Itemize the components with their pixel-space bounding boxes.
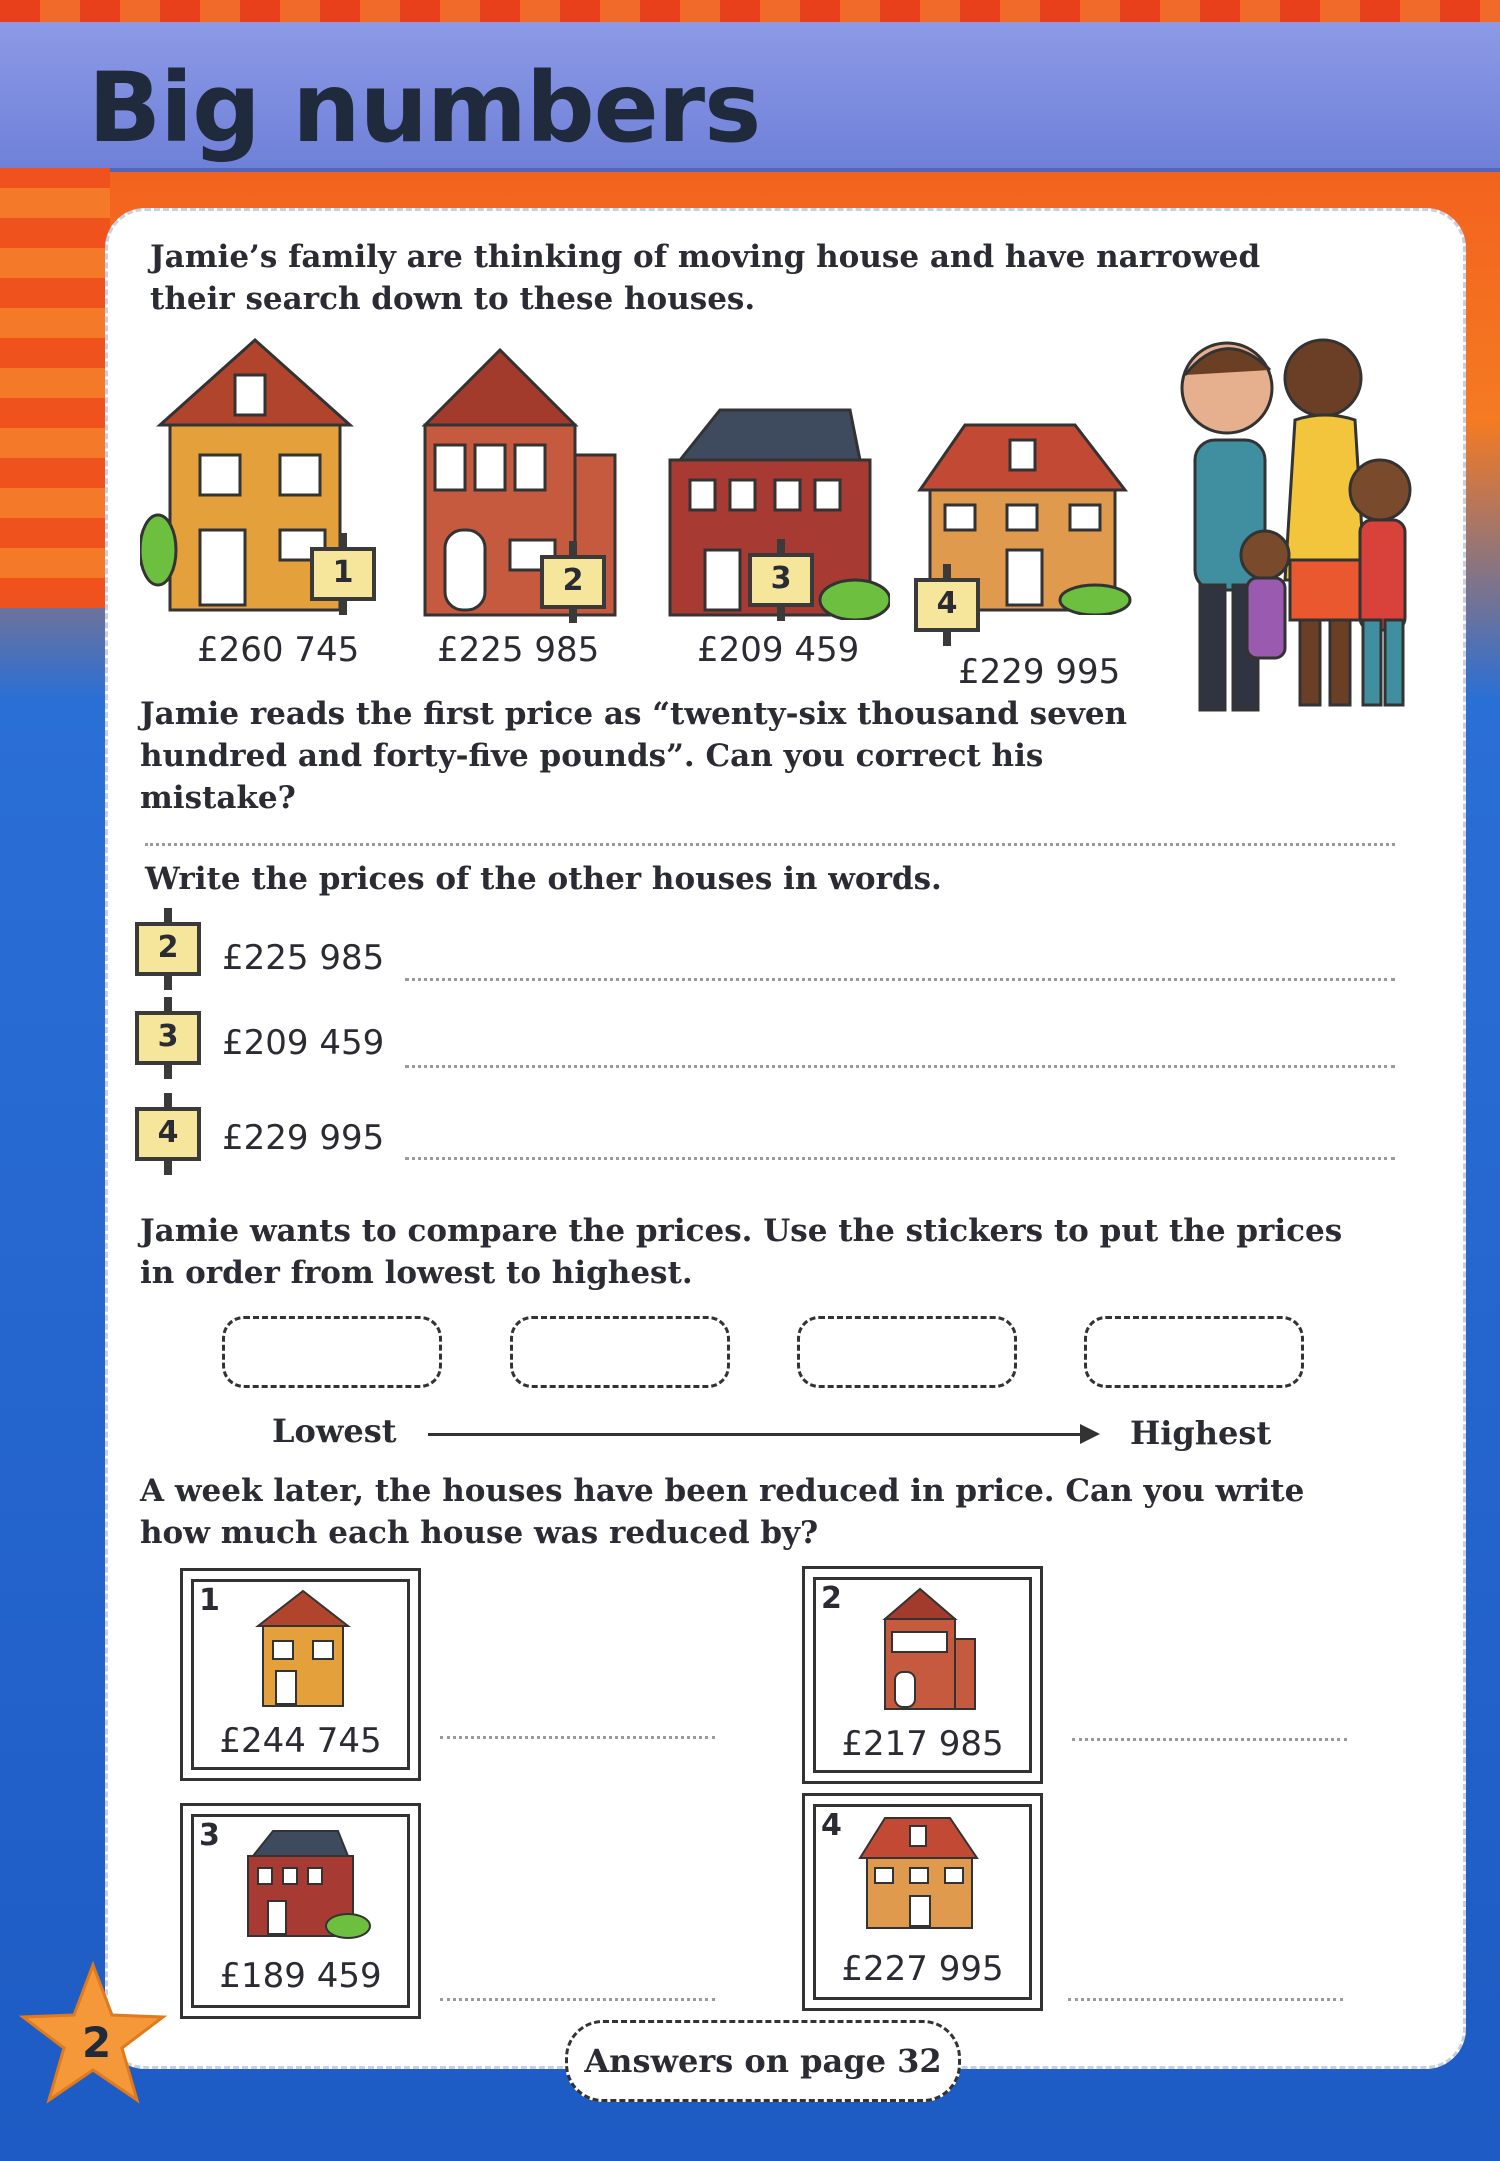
reduced-house-1-number: 1: [199, 1583, 220, 1618]
reduced-house-2-card: [802, 1566, 1043, 1784]
sticker-slot-4[interactable]: [1084, 1316, 1304, 1388]
order-arrow: [428, 1433, 1096, 1436]
answer-line-3[interactable]: [405, 1065, 1395, 1068]
row-2-price: £225 985: [222, 938, 385, 978]
reduced-house-3-card: [180, 1803, 421, 2019]
reduced-house-1-price: £244 745: [219, 1721, 382, 1761]
reduction-line-1[interactable]: [440, 1736, 715, 1739]
house-1-sign: 1: [310, 547, 376, 601]
question-1-text: Jamie reads the first price as “twenty-six thousand seven hundred and forty-five pounds”. Can you correct his mistake?: [140, 696, 1128, 816]
reduced-house-4-number: 4: [821, 1808, 842, 1843]
row-3-sign: 3: [135, 1011, 201, 1065]
house-3-sign: 3: [748, 553, 814, 607]
house-4-price: £229 995: [958, 652, 1121, 692]
top-pattern-band: [0, 0, 1500, 22]
reduced-house-1-card: [180, 1568, 421, 1781]
reduced-house-1-icon: [248, 1586, 358, 1711]
row-2-sign: 2: [135, 922, 201, 976]
reduction-line-2[interactable]: [1072, 1738, 1347, 1741]
house-3-price: £209 459: [697, 630, 860, 670]
reduced-house-2-number: 2: [821, 1581, 842, 1616]
question-2-text: Write the prices of the other houses in words.: [145, 861, 942, 897]
sticker-slot-3[interactable]: [797, 1316, 1017, 1388]
question-3-text: Jamie wants to compare the prices. Use the stickers to put the prices in order from lowest to highest.: [140, 1213, 1343, 1291]
reduced-house-2-price: £217 985: [841, 1724, 1004, 1764]
intro-text: Jamie’s family are thinking of moving house and have narrowed their search down to these houses.: [150, 239, 1261, 317]
sticker-slot-1[interactable]: [222, 1316, 442, 1388]
answer-line-2[interactable]: [405, 978, 1395, 981]
sticker-slot-2[interactable]: [510, 1316, 730, 1388]
house-1-price: £260 745: [197, 630, 360, 670]
row-3-price: £209 459: [222, 1023, 385, 1063]
reduced-house-3-number: 3: [199, 1818, 220, 1853]
reduced-house-2-icon: [865, 1584, 985, 1714]
page-title: Big numbers: [88, 52, 761, 164]
reduction-line-4[interactable]: [1068, 1998, 1343, 2001]
lowest-label: Lowest: [272, 1412, 397, 1450]
reduced-house-4-price: £227 995: [841, 1949, 1004, 1989]
row-4-price: £229 995: [222, 1118, 385, 1158]
answer-line-4[interactable]: [405, 1157, 1395, 1160]
reduced-house-4-card: [802, 1793, 1043, 2011]
reduced-house-3-price: £189 459: [219, 1956, 382, 1996]
family-illustration: [1165, 320, 1435, 720]
house-4-sign: 4: [914, 578, 980, 632]
page-number: 2: [82, 2018, 112, 2067]
answers-note: Answers on page 32: [565, 2020, 961, 2102]
title-bar: [0, 22, 1500, 172]
reduced-house-3-icon: [238, 1826, 373, 1941]
reduction-line-3[interactable]: [440, 1998, 715, 2001]
question-4-text: A week later, the houses have been reduced in price. Can you write how much each house was reduced by?: [140, 1473, 1305, 1551]
house-2-price: £225 985: [437, 630, 600, 670]
house-2-sign: 2: [540, 555, 606, 609]
row-4-sign: 4: [135, 1107, 201, 1161]
reduced-house-4-icon: [855, 1808, 985, 1933]
highest-label: Highest: [1130, 1414, 1272, 1452]
left-pattern: [0, 168, 110, 608]
answer-line-1[interactable]: [145, 843, 1395, 846]
